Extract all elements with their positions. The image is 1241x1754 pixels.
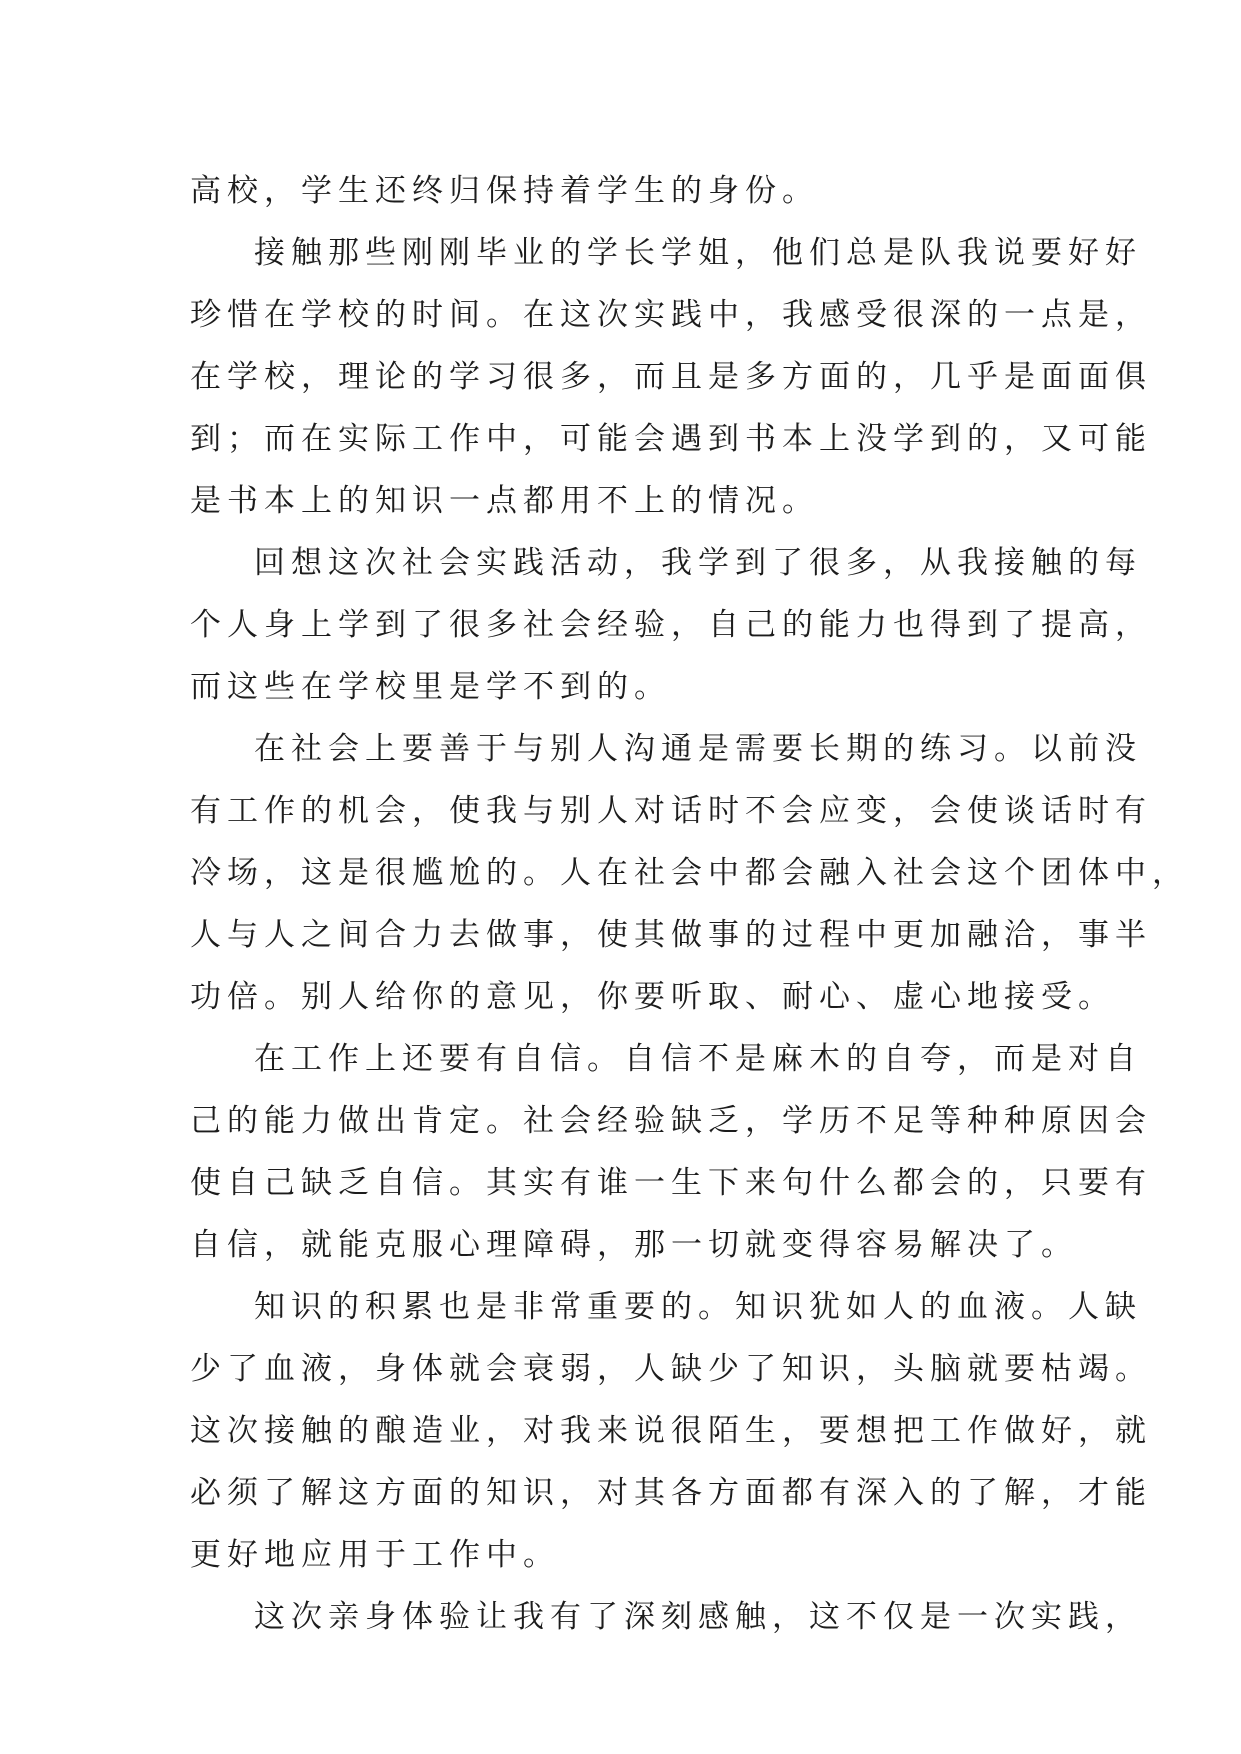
text-line: 自信，就能克服心理障碍，那一切就变得容易解决了。 [190,1227,1078,1263]
text-line: 功倍。别人给你的意见，你要听取、耐心、虚心地接受。 [190,979,1115,1015]
text-line: 在社会上要善于与别人沟通是需要长期的练习。以前没 [254,731,1142,767]
text-line: 这次亲身体验让我有了深刻感触，这不仅是一次实践， [254,1599,1142,1635]
text-line: 使自己缺乏自信。其实有谁一生下来句什么都会的，只要有 [190,1165,1152,1201]
text-line: 回想这次社会实践活动，我学到了很多，从我接触的每 [254,545,1142,581]
text-line: 珍惜在学校的时间。在这次实践中，我感受很深的一点是， [190,297,1152,333]
text-line: 是书本上的知识一点都用不上的情况。 [190,483,819,519]
text-line: 而这些在学校里是学不到的。 [190,669,671,705]
paragraph-4 [190,718,1189,1028]
text-line: 冷场，这是很尴尬的。人在社会中都会融入社会这个团体中， [190,855,1189,891]
paragraph-5 [190,1028,1152,1276]
paragraph-7 [190,1586,1142,1648]
text-line: 个人身上学到了很多社会经验，自己的能力也得到了提高， [190,607,1152,643]
paragraph-3 [190,532,1152,718]
paragraph-6 [190,1276,1152,1586]
text-line: 在工作上还要有自信。自信不是麻木的自夸，而是对自 [254,1041,1142,1077]
text-line: 少了血液，身体就会衰弱，人缺少了知识，头脑就要枯竭。 [190,1351,1152,1387]
text-line: 必须了解这方面的知识，对其各方面都有深入的了解，才能 [190,1475,1152,1511]
text-line: 到；而在实际工作中，可能会遇到书本上没学到的，又可能 [190,421,1152,457]
text-line: 接触那些刚刚毕业的学长学姐，他们总是队我说要好好 [254,235,1142,271]
text-line: 高校，学生还终归保持着学生的身份。 [190,173,819,209]
paragraph-1 [190,160,1070,222]
text-line: 己的能力做出肯定。社会经验缺乏，学历不足等种种原因会 [190,1103,1152,1139]
text-line: 这次接触的酿造业，对我来说很陌生，要想把工作做好，就 [190,1413,1152,1449]
paragraph-2 [190,222,1152,532]
text-line: 知识的积累也是非常重要的。知识犹如人的血液。人缺 [254,1289,1142,1325]
text-line: 在学校，理论的学习很多，而且是多方面的，几乎是面面俱 [190,359,1152,395]
document-body [190,160,1189,1648]
text-line: 有工作的机会，使我与别人对话时不会应变，会使谈话时有 [190,793,1152,829]
text-line: 人与人之间合力去做事，使其做事的过程中更加融洽，事半 [190,917,1152,953]
text-line: 更好地应用于工作中。 [190,1537,560,1573]
